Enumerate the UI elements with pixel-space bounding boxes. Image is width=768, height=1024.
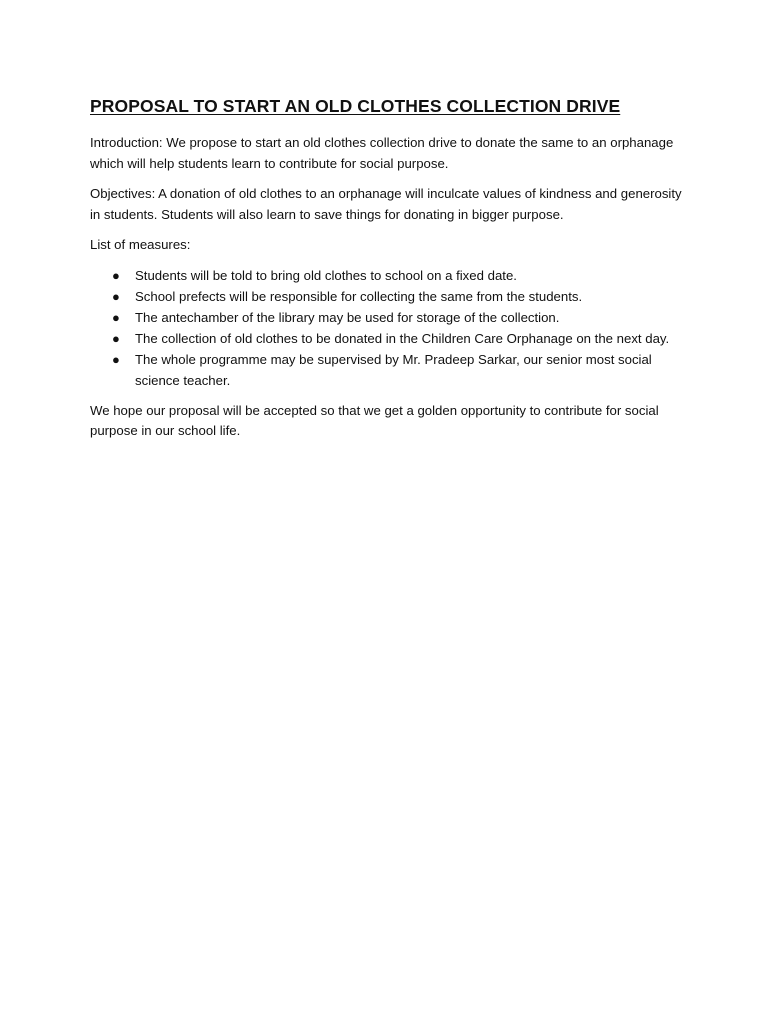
list-item-text: The antechamber of the library may be used for storage of the collection. [135,310,560,325]
list-item [90,286,690,307]
bullet-icon: ● [112,268,120,283]
bullet-icon: ● [112,352,120,367]
document-page [90,94,690,441]
bullet-icon: ● [112,289,120,304]
list-item-text: The collection of old clothes to be donated in the Children Care Orphanage on the next day. [135,331,670,346]
list-item [90,307,690,328]
list-item-text: Students will be told to bring old clothes to school on a fixed date. [135,268,517,283]
list-item-text: The whole programme may be supervised by Mr. Pradeep Sarkar, our senior most social science teacher. [135,352,652,388]
introduction-paragraph: Introduction: We propose to start an old clothes collection drive to donate the same to an orphanage which will help students learn to contribute for social purpose. [90,135,674,171]
document-title: PROPOSAL TO START AN OLD CLOTHES COLLECTION DRIVE [90,96,621,116]
list-item [90,265,690,286]
objectives-paragraph: Objectives: A donation of old clothes to an orphanage will inculcate values of kindness and generosity in students. Students will also learn to save things for donating in bigger purpose. [90,186,682,222]
measures-label: List of measures: [90,237,191,252]
list-item [90,349,690,391]
list-item-text: School prefects will be responsible for collecting the same from the students. [135,289,583,304]
list-item [90,328,690,349]
bullet-icon: ● [112,310,120,325]
closing-paragraph: We hope our proposal will be accepted so that we get a golden opportunity to contribute for social purpose in our school life. [90,403,659,438]
bullet-icon: ● [112,331,120,346]
measures-list [90,265,690,391]
